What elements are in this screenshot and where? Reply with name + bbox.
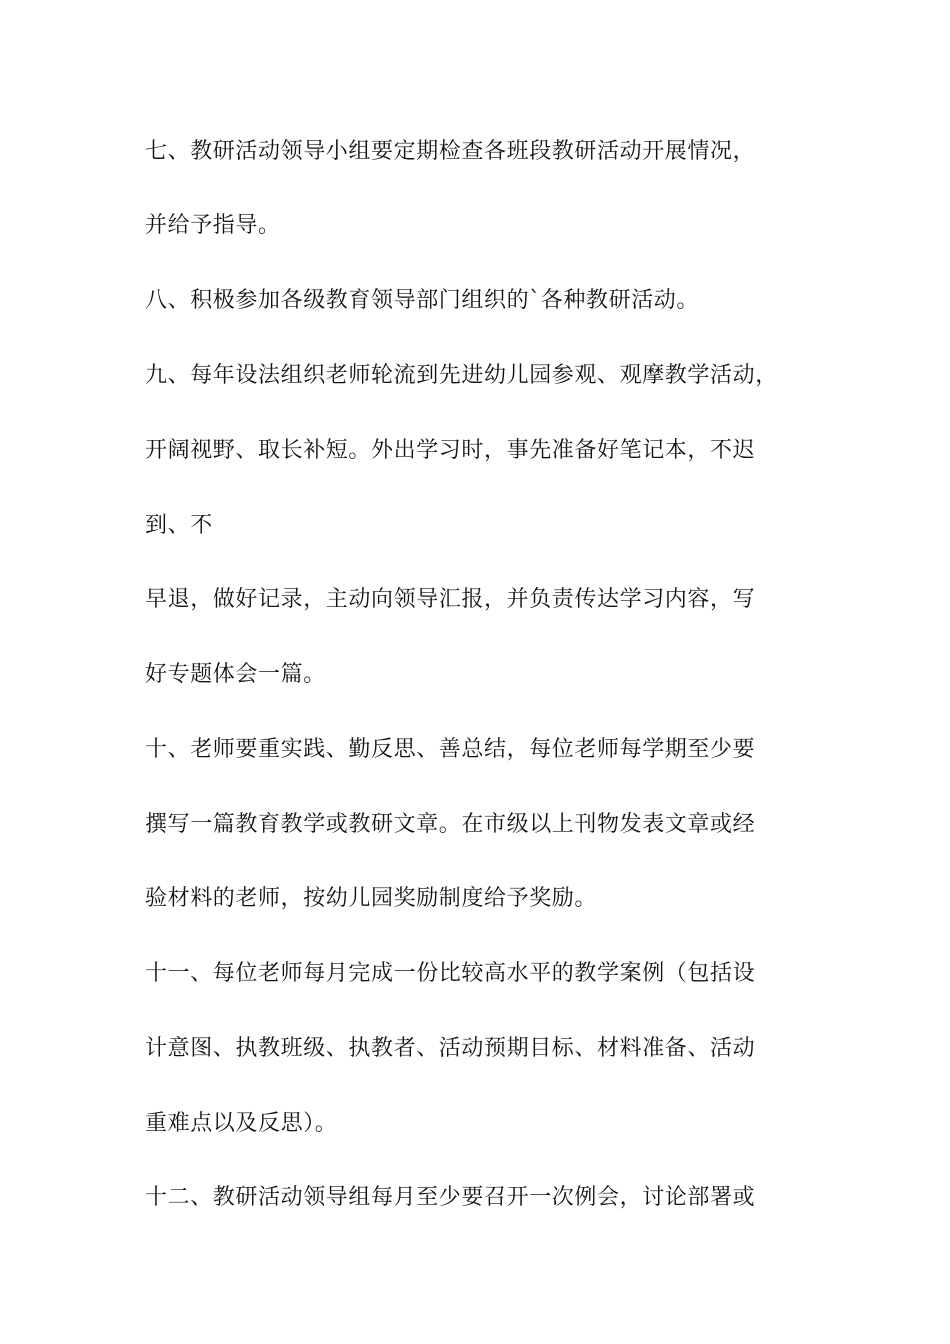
paragraph-line: 八、积极参加各级教育领导部门组织的`各种教研活动。 xyxy=(145,288,700,313)
paragraph-line: 开阔视野、取长补短。外出学习时，事先准备好笔记本，不迟 xyxy=(145,438,756,463)
paragraph-line: 十、老师要重实践、勤反思、善总结，每位老师每学期至少要 xyxy=(145,737,756,762)
paragraph-line: 撰写一篇教育教学或教研文章。在市级以上刊物发表文章或经 xyxy=(145,812,756,837)
paragraph-line: 早退，做好记录，主动向领导汇报，并负责传达学习内容，写 xyxy=(145,587,756,612)
paragraph-line: 并给予指导。 xyxy=(145,213,281,238)
paragraph-line: 计意图、执教班级、执教者、活动预期目标、材料准备、活动 xyxy=(145,1036,756,1061)
paragraph-line: 十二、教研活动领导组每月至少要召开一次例会，讨论部署或 xyxy=(145,1185,756,1210)
paragraph-line: 重难点以及反思）。 xyxy=(145,1111,338,1136)
paragraph-line: 验材料的老师，按幼儿园奖励制度给予奖励。 xyxy=(145,886,598,911)
paragraph-line: 好专题体会一篇。 xyxy=(145,662,326,687)
paragraph-line: 十一、每位老师每月完成一份比较高水平的教学案例（包括设 xyxy=(145,961,756,986)
paragraph-line: 九、每年设法组织老师轮流到先进幼儿园参观、观摩教学活动， xyxy=(145,363,778,388)
paragraph-line: 到、不 xyxy=(145,513,213,538)
paragraph-line: 七、教研活动领导小组要定期检查各班段教研活动开展情况， xyxy=(145,139,756,164)
